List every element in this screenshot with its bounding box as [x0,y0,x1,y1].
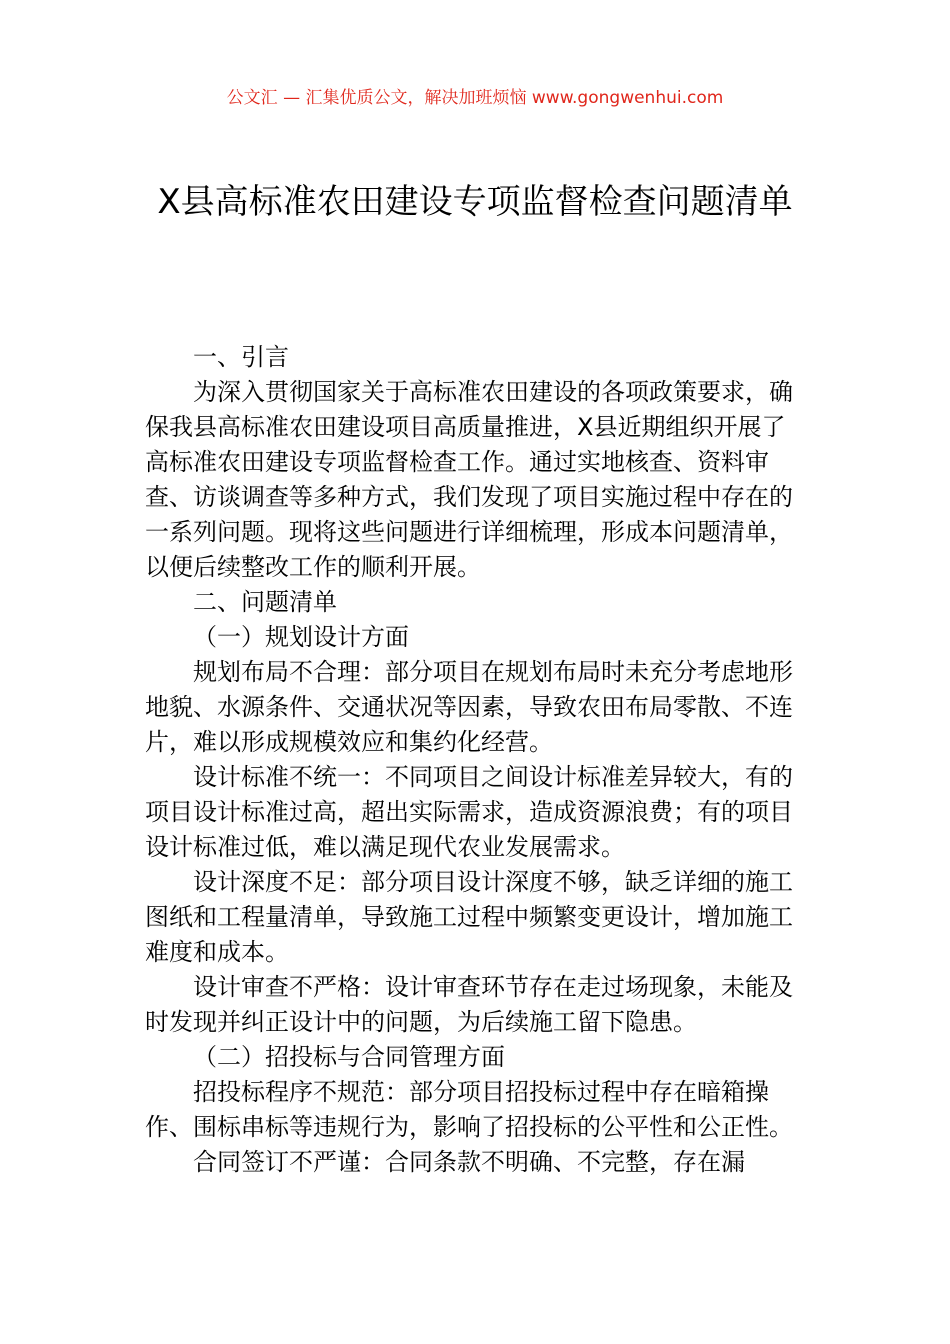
document-body [145,340,805,1180]
paragraph-contract-issue: 合同签订不严谨：合同条款不明确、不完整，存在漏 [193,1148,745,1176]
document-title: X县高标准农田建设专项监督检查问题清单 [157,182,793,222]
paragraph-layout-issue: 规划布局不合理：部分项目在规划布局时未充分考虑地形地貌、水源条件、交通状况等因素，导致农田布局零散、不连片，难以形成规模效应和集约化经营。 [145,658,793,756]
section-heading-issues: 二、问题清单 [193,588,337,616]
paragraph-intro: 为深入贯彻国家关于高标准农田建设的各项政策要求，确保我县高标准农田建设项目高质量推进，X县近期组织开展了高标准农田建设专项监督检查工作。通过实地核查、资料审查、访谈调查等多种方式，我们发现了项目实施过程中存在的一系列问题。现将这些问题进行详细梳理，形成本问题清单，以便后续整改工作的顺利开展。 [145,378,793,581]
paragraph-standard-issue: 设计标准不统一：不同项目之间设计标准差异较大，有的项目设计标准过高，超出实际需求，造成资源浪费；有的项目设计标准过低，难以满足现代农业发展需求。 [145,763,793,861]
section-heading-intro: 一、引言 [193,343,289,371]
paragraph-depth-issue: 设计深度不足：部分项目设计深度不够，缺乏详细的施工图纸和工程量清单，导致施工过程中频繁变更设计，增加施工难度和成本。 [145,868,793,966]
paragraph-bidding-issue: 招投标程序不规范：部分项目招投标过程中存在暗箱操作、围标串标等违规行为，影响了招投标的公平性和公正性。 [145,1078,793,1141]
subsection-heading-planning: （一）规划设计方面 [193,623,409,651]
paragraph-review-issue: 设计审查不严格：设计审查环节存在走过场现象，未能及时发现并纠正设计中的问题，为后续施工留下隐患。 [145,973,793,1036]
subsection-heading-bidding: （二）招投标与合同管理方面 [193,1043,505,1071]
site-banner: 公文汇 — 汇集优质公文，解决加班烦恼 www.gongwenhui.com [226,88,724,108]
